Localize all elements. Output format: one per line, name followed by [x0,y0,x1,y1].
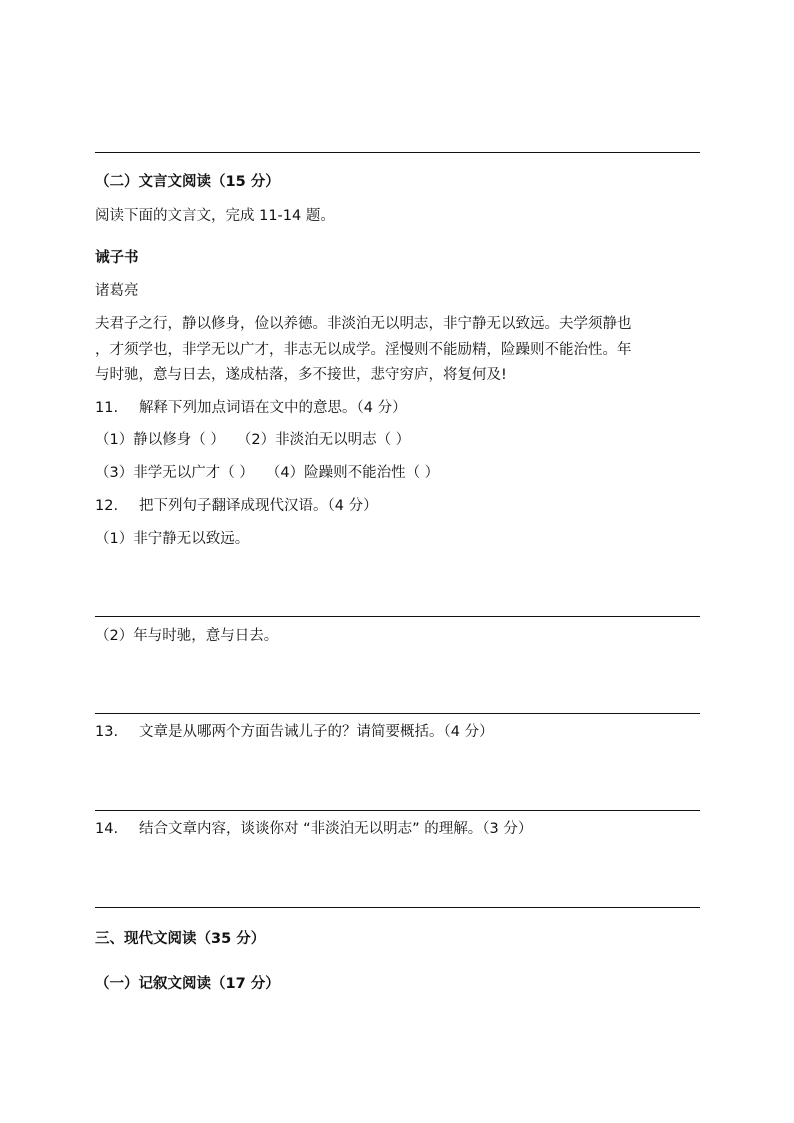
question-number: 14. [95,821,119,837]
sub-heading-narrative: （一）记叙文阅读（17 分） [95,976,280,992]
answer-line [95,713,700,714]
passage-line: 与时驰，意与日去，遂成枯落，多不接世，悲守穷庐，将复何及! [95,367,507,383]
question-number: 12. [95,498,119,514]
q11-row-2 [95,463,439,483]
question-11 [95,398,407,418]
passage-title: 诫子书 [95,250,139,266]
q12-item-1: （1）非宁静无以致远。 [95,531,250,547]
question-number: 13. [95,724,119,740]
q11-item-4: （4）险躁则不能治性（ ） [265,465,440,481]
question-13 [95,722,494,742]
question-text: 把下列句子翻译成现代汉语。（4 分） [139,498,378,514]
answer-line [95,616,700,617]
section-heading-modern: 三、现代文阅读（35 分） [95,931,266,947]
answer-line [95,810,700,811]
question-text: 解释下列加点词语在文中的意思。（4 分） [139,400,407,416]
section-instruction: 阅读下面的文言文，完成 11-14 题。 [95,208,335,224]
q11-item-1: （1）静以修身（ ） [95,432,225,448]
passage-author: 诸葛亮 [95,283,139,299]
q11-item-2: （2）非淡泊无以明志（ ） [236,432,411,448]
q12-item-2: （2）年与时驰，意与日去。 [95,628,279,644]
q11-item-3: （3）非学无以广才（ ） [95,465,254,481]
question-text: 结合文章内容，谈谈你对 “非淡泊无以明志” 的理解。（3 分） [139,821,533,837]
question-number: 11. [95,400,119,416]
q11-row-1 [95,430,410,450]
top-answer-line [95,152,700,153]
question-text: 文章是从哪两个方面告诫儿子的？请简要概括。（4 分） [139,724,494,740]
passage-line: ，才须学也，非学无以广才，非志无以成学。淫慢则不能励精，险躁则不能治性。年 [95,342,632,358]
answer-line [95,907,700,908]
passage-line: 夫君子之行，静以修身，俭以养德。非淡泊无以明志，非宁静无以致远。夫学须静也 [95,316,632,332]
question-12 [95,496,378,516]
question-14 [95,819,532,839]
section-heading-classical: （二）文言文阅读（15 分） [95,174,280,190]
